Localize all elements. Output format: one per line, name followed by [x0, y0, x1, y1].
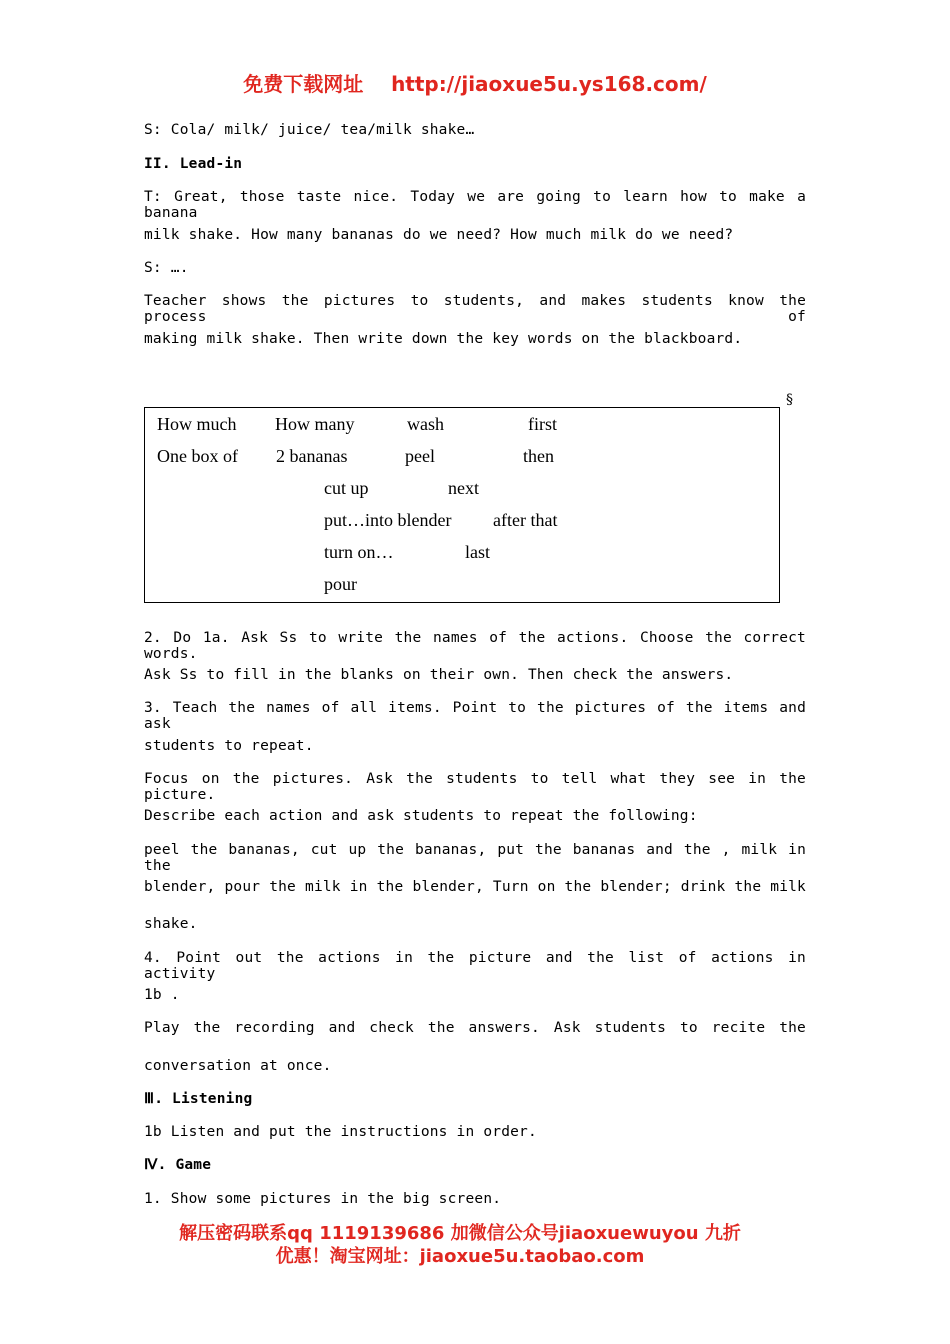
paragraph-line: T: Great, those taste nice. Today we are going to learn how to make a banana	[144, 189, 806, 221]
paragraph-line: Play the recording and check the answers. Ask students to recite the	[144, 1020, 806, 1036]
paragraph-line: 1b Listen and put the instructions in order.	[144, 1124, 537, 1140]
keyword: wash	[407, 414, 444, 434]
paragraph-line: conversation at once.	[144, 1058, 332, 1074]
keyword: How much	[157, 414, 237, 434]
section-mark: §	[786, 392, 793, 408]
heading-game: Ⅳ. Game	[144, 1157, 212, 1173]
student-answer-2: S: ….	[144, 260, 189, 276]
keyword: turn on…	[324, 542, 394, 562]
keyword: first	[528, 414, 557, 434]
paragraph-line: 1b .	[144, 987, 180, 1003]
keyword: pour	[324, 574, 357, 594]
paragraph-line: Ask Ss to fill in the blanks on their own. Then check the answers.	[144, 667, 734, 683]
paragraph-line: making milk shake. Then write down the key words on the blackboard.	[144, 331, 743, 347]
paragraph-line: 3. Teach the names of all items. Point to the pictures of the items and ask	[144, 700, 806, 732]
keyword: How many	[275, 414, 355, 434]
keyword: 2 bananas	[276, 446, 348, 466]
paragraph-line: students to repeat.	[144, 738, 314, 754]
paragraph-line: Teacher shows the pictures to students, and makes students know the process of	[144, 293, 806, 325]
paragraph-line: Describe each action and ask students to repeat the following:	[144, 808, 698, 824]
keyword: put…into blender	[324, 510, 452, 530]
paragraph-line: milk shake. How many bananas do we need? How much milk do we need?	[144, 227, 734, 243]
keyword: last	[465, 542, 490, 562]
student-answer-1: S: Cola/ milk/ juice/ tea/milk shake…	[144, 122, 475, 138]
keyword: then	[523, 446, 554, 466]
header-url[interactable]: http://jiaoxue5u.ys168.com/	[391, 72, 707, 96]
paragraph-line: 1. Show some pictures in the big screen.	[144, 1191, 502, 1207]
keyword: after that	[493, 510, 558, 530]
footer-line-2[interactable]: 优惠！淘宝网址：jiaoxue5u.taobao.com	[275, 1246, 645, 1267]
paragraph-line: shake.	[144, 916, 198, 932]
keyword: cut up	[324, 478, 369, 498]
paragraph-line: 2. Do 1a. Ask Ss to write the names of the actions. Choose the correct words.	[144, 630, 806, 662]
paragraph-line: Focus on the pictures. Ask the students to tell what they see in the picture.	[144, 771, 806, 803]
keyword: next	[448, 478, 479, 498]
keyword: peel	[405, 446, 435, 466]
paragraph-line: peel the bananas, cut up the bananas, put the bananas and the , milk in the	[144, 842, 806, 874]
keyword: One box of	[157, 446, 238, 466]
heading-lead-in: II. Lead-in	[144, 156, 243, 172]
footer-line-1: 解压密码联系qq 1119139686 加微信公众号jiaoxuewuyou 九折	[179, 1223, 741, 1244]
paragraph-line: 4. Point out the actions in the picture and the list of actions in activity	[144, 950, 806, 982]
header-banner	[0, 68, 950, 97]
header-label: 免费下载网址	[243, 72, 364, 96]
keywords-box	[144, 407, 780, 603]
paragraph-line: blender, pour the milk in the blender, Turn on the blender; drink the milk	[144, 879, 806, 895]
heading-listening: Ⅲ. Listening	[144, 1091, 253, 1107]
